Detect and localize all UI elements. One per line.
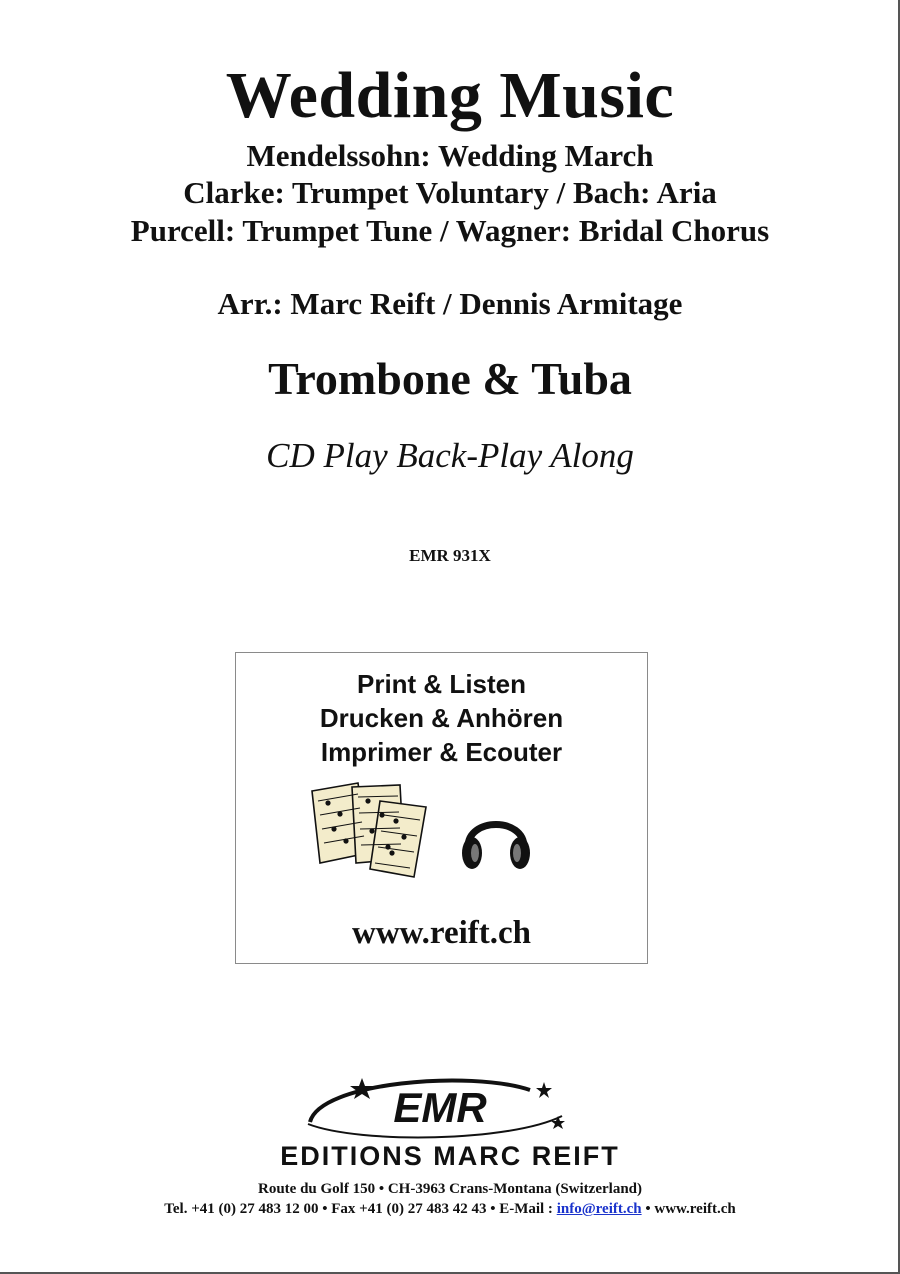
publisher-address: Route du Golf 150 • CH-3963 Crans-Montana (Switzerland) — [258, 1181, 642, 1197]
sheet-music-icon — [308, 781, 438, 881]
emr-logo — [300, 1072, 580, 1144]
promo-line-en: Print & Listen — [356, 669, 526, 699]
publisher-contact — [0, 1201, 900, 1218]
logo-text: EMR — [393, 1084, 487, 1131]
promo-line-fr: Imprimer & Ecouter — [320, 737, 563, 767]
promo-box — [235, 652, 648, 964]
instrumentation: Trombone & Tuba — [268, 353, 632, 404]
headphones-icon — [458, 803, 534, 879]
page-title: Wedding Music — [225, 59, 675, 132]
publisher-name: EDITIONS MARC REIFT — [280, 1141, 620, 1171]
format-label: CD Play Back-Play Along — [266, 436, 634, 475]
subtitle-1: Mendelssohn: Wedding March — [246, 138, 654, 173]
contact-phone-fax: Tel. +41 (0) 27 483 12 00 • Fax +41 (0) 27 483 42 43 • E-Mail : — [164, 1201, 557, 1217]
promo-line-de: Drucken & Anhören — [319, 703, 564, 733]
subtitle-2: Clarke: Trumpet Voluntary / Bach: Aria — [183, 175, 717, 210]
promo-url[interactable]: www.reift.ch — [351, 915, 532, 951]
catalog-code: EMR 931X — [409, 546, 491, 565]
contact-website: • www.reift.ch — [641, 1201, 736, 1217]
arranger-credit: Arr.: Marc Reift / Dennis Armitage — [217, 286, 683, 321]
email-link[interactable]: info@reift.ch — [556, 1201, 642, 1217]
subtitle-3: Purcell: Trumpet Tune / Wagner: Bridal Chorus — [130, 213, 770, 248]
